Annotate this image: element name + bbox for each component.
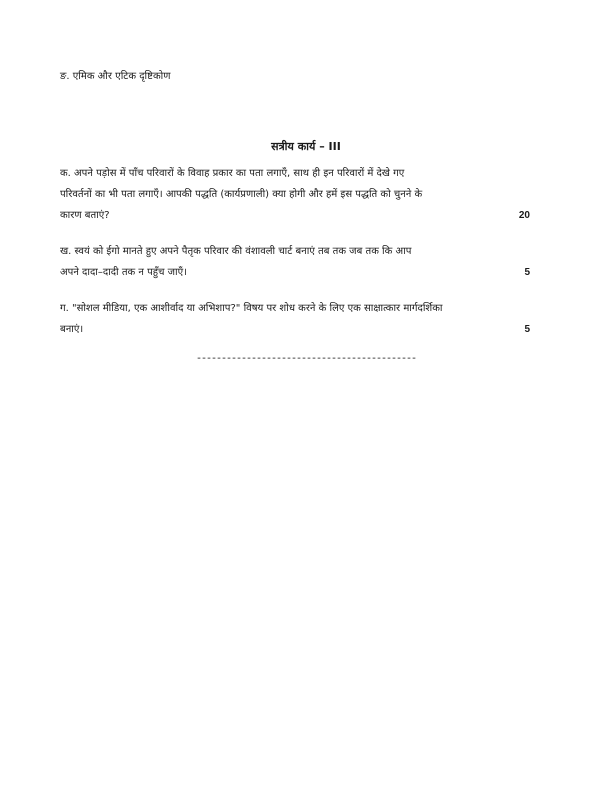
question-ga-line-2	[60, 319, 530, 340]
question-ga-line-1: ग. "सोशल मीडिया, एक आशीर्वाद या अभिशाप?" विषय पर शोध करने के लिए एक साक्षात्कार मार्गदर्शिका	[60, 303, 443, 314]
question-kha-line-1: ख. स्वयं को ईगो मानते हुए अपने पैतृक परिवार की वंशावली चार्ट बनाएं तब तक जब तक कि आप	[60, 246, 412, 257]
section-title: सत्रीय कार्य – III	[271, 140, 341, 153]
question-ka-line-3	[60, 205, 530, 226]
question-ka-line-1: क. अपने पड़ोस में पाँच परिवारों के विवाह प्रकार का पता लगाएँ, साथ ही इन परिवारों में देखे गए	[60, 168, 405, 179]
question-ka-line-3-text: कारण बताएं?	[60, 210, 110, 221]
question-ka-marks: 20	[518, 210, 530, 221]
question-ga	[60, 298, 530, 340]
question-kha	[60, 241, 530, 283]
question-kha-line-2-text: अपने दादा–दादी तक न पहुँच जाएँ।	[60, 267, 187, 278]
question-ga-marks: 5	[524, 324, 530, 335]
end-divider: --------------------------------------------	[195, 354, 417, 365]
question-ga-line-2-text: बनाएं।	[60, 324, 84, 335]
question-ka	[60, 163, 530, 226]
question-kha-marks: 5	[524, 267, 530, 278]
question-ka-line-2: परिवर्तनों का भी पता लगाएँ। आपकी पद्धति (कार्यप्रणाली) क्या होगी और हमें इस पद्धति को चुनने के	[60, 189, 423, 200]
question-kha-line-2	[60, 262, 530, 283]
intro-item: ङ. एमिक और एटिक दृष्टिकोण	[60, 71, 171, 82]
